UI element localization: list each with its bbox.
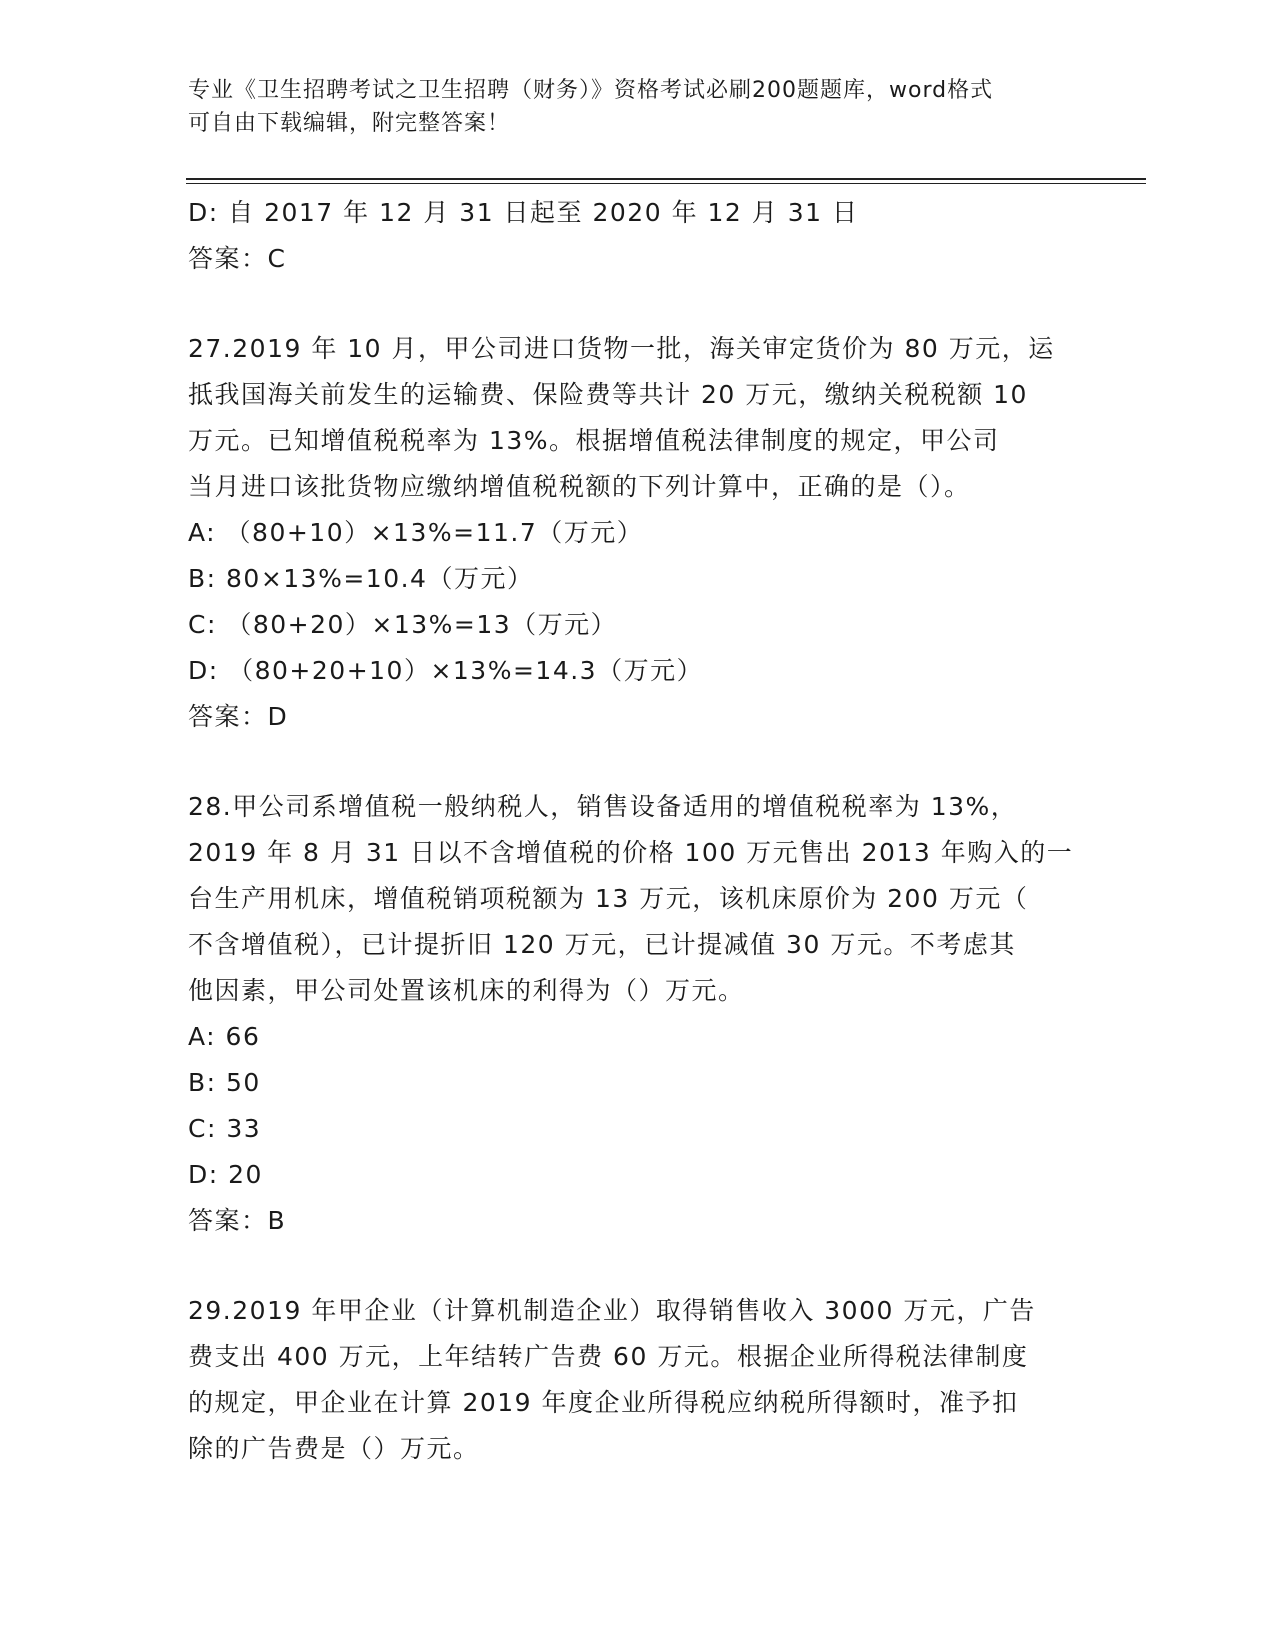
question-stem-line: 当月进口该批货物应缴纳增值税税额的下列计算中，正确的是（）。	[188, 472, 971, 501]
question-stem-line: 28.甲公司系增值税一般纳税人，销售设备适用的增值税税率为 13%，	[188, 792, 1018, 821]
spacer	[188, 740, 1088, 784]
question-stem-line: 除的广告费是（）万元。	[188, 1434, 480, 1463]
option-b: B: 80×13%=10.4（万元）	[188, 564, 534, 593]
option-d: D: （80+20+10）×13%=14.3（万元）	[188, 656, 704, 685]
option-a: A: （80+10）×13%=11.7（万元）	[188, 518, 644, 547]
question-stem-line: 他因素，甲公司处置该机床的利得为（）万元。	[188, 976, 745, 1005]
question-stem-line: 的规定，甲企业在计算 2019 年度企业所得税应纳税所得额时，准予扣	[188, 1388, 1019, 1417]
question-28	[188, 784, 1088, 1244]
answer: 答案：C	[188, 244, 287, 273]
answer: 答案：D	[188, 702, 289, 731]
option-c: C: （80+20）×13%=13（万元）	[188, 610, 618, 639]
question-29	[188, 1288, 1088, 1472]
spacer	[188, 1244, 1088, 1288]
question-27	[188, 326, 1088, 740]
question-stem-line: 抵我国海关前发生的运输费、保险费等共计 20 万元，缴纳关税税额 10	[188, 380, 1028, 409]
header-title-line-1: 专业《卫生招聘考试之卫生招聘（财务）》资格考试必刷200题题库，word格式	[188, 78, 994, 103]
option-a: A: 66	[188, 1022, 261, 1051]
header-title-line-2: 可自由下载编辑，附完整答案！	[188, 111, 511, 136]
option-d: D: 20	[188, 1160, 263, 1189]
question-stem-line: 2019 年 8 月 31 日以不含增值税的价格 100 万元售出 2013 年购入的一	[188, 838, 1074, 867]
question-stem-line: 费支出 400 万元，上年结转广告费 60 万元。根据企业所得税法律制度	[188, 1342, 1029, 1371]
page-header	[188, 74, 1088, 140]
document-body	[188, 190, 1088, 1472]
spacer	[188, 282, 1088, 326]
option-b: B: 50	[188, 1068, 261, 1097]
question-stem-line: 台生产用机床，增值税销项税额为 13 万元，该机床原价为 200 万元（	[188, 884, 1029, 913]
option-d: D: 自 2017 年 12 月 31 日起至 2020 年 12 月 31 日	[188, 198, 859, 227]
question-stem-line: 27.2019 年 10 月，甲公司进口货物一批，海关审定货价为 80 万元，运	[188, 334, 1055, 363]
option-c: C: 33	[188, 1114, 262, 1143]
header-divider-thin	[186, 183, 1146, 184]
answer: 答案：B	[188, 1206, 287, 1235]
question-stem-line: 29.2019 年甲企业（计算机制造企业）取得销售收入 3000 万元，广告	[188, 1296, 1036, 1325]
header-divider-thick	[186, 178, 1146, 180]
question-stem-line: 万元。已知增值税税率为 13%。根据增值税法律制度的规定，甲公司	[188, 426, 1000, 455]
question-stem-line: 不含增值税），已计提折旧 120 万元，已计提减值 30 万元。不考虑其	[188, 930, 1016, 959]
